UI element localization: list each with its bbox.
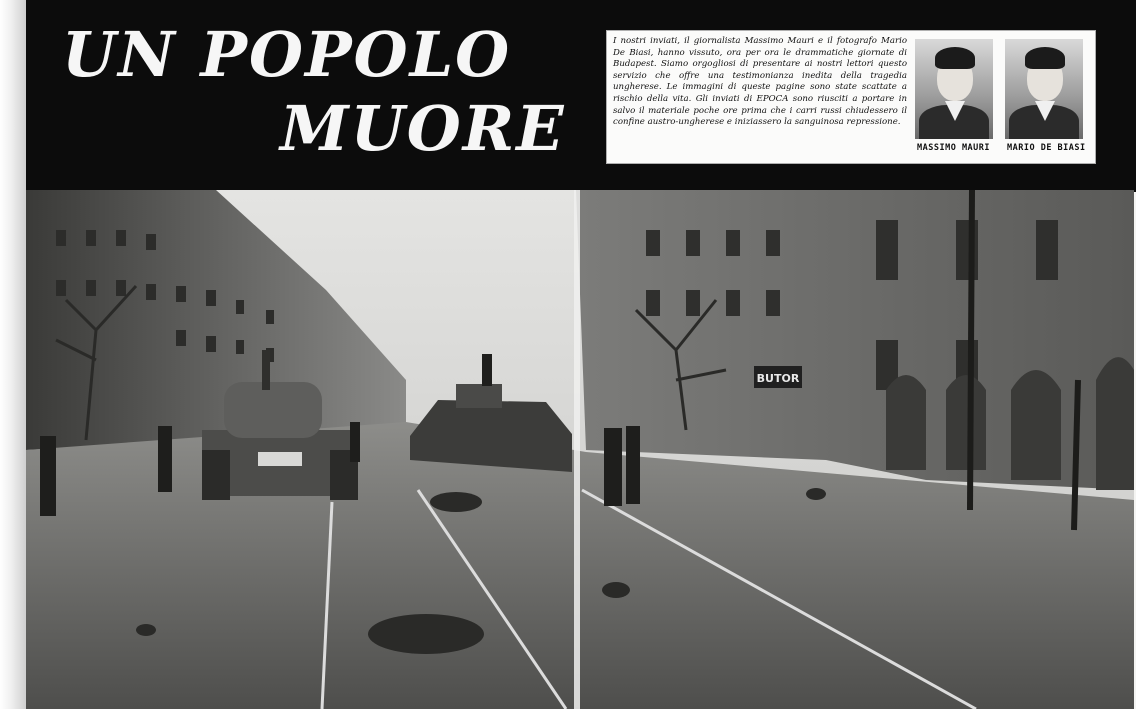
portrait-mario-de-biasi xyxy=(1005,39,1083,139)
page-gutter xyxy=(574,190,580,709)
shop-sign-text: BUTOR xyxy=(756,372,800,385)
portrait-caption-1: MASSIMO MAURI xyxy=(917,143,991,153)
headline-line-2: MUORE xyxy=(280,92,566,165)
portrait-massimo-mauri xyxy=(915,39,993,139)
portrait-caption-2: MARIO DE BIASI xyxy=(1007,143,1086,153)
page-edge xyxy=(0,0,26,709)
portrait-hair xyxy=(1025,47,1065,69)
intro-box xyxy=(606,30,1096,164)
headline-line-1: UN POPOLO xyxy=(62,18,512,91)
street-photo-illustration xyxy=(26,190,1134,709)
intro-paragraph: I nostri inviati, il giornalista Massimo Mauri e il fotografo Mario De Biasi, hanno vissuto, ora per ora le drammatiche giornate di Budapest. Siamo orgogliosi di presentare ai nostri lettori questo servizio che offre una testimonianza inedita della tragedia ungherese. Le immagini di queste pagine sono state scattate a rischio della vita. Gli inviati di EPOCA sono riusciti a portare in salvo il materiale poche ore prima che i carri russi chiudessero il confine austro-ungherese e iniziassero la sanguinosa repressione. xyxy=(613,36,907,128)
portrait-hair xyxy=(935,47,975,69)
street-photograph xyxy=(26,190,1134,709)
